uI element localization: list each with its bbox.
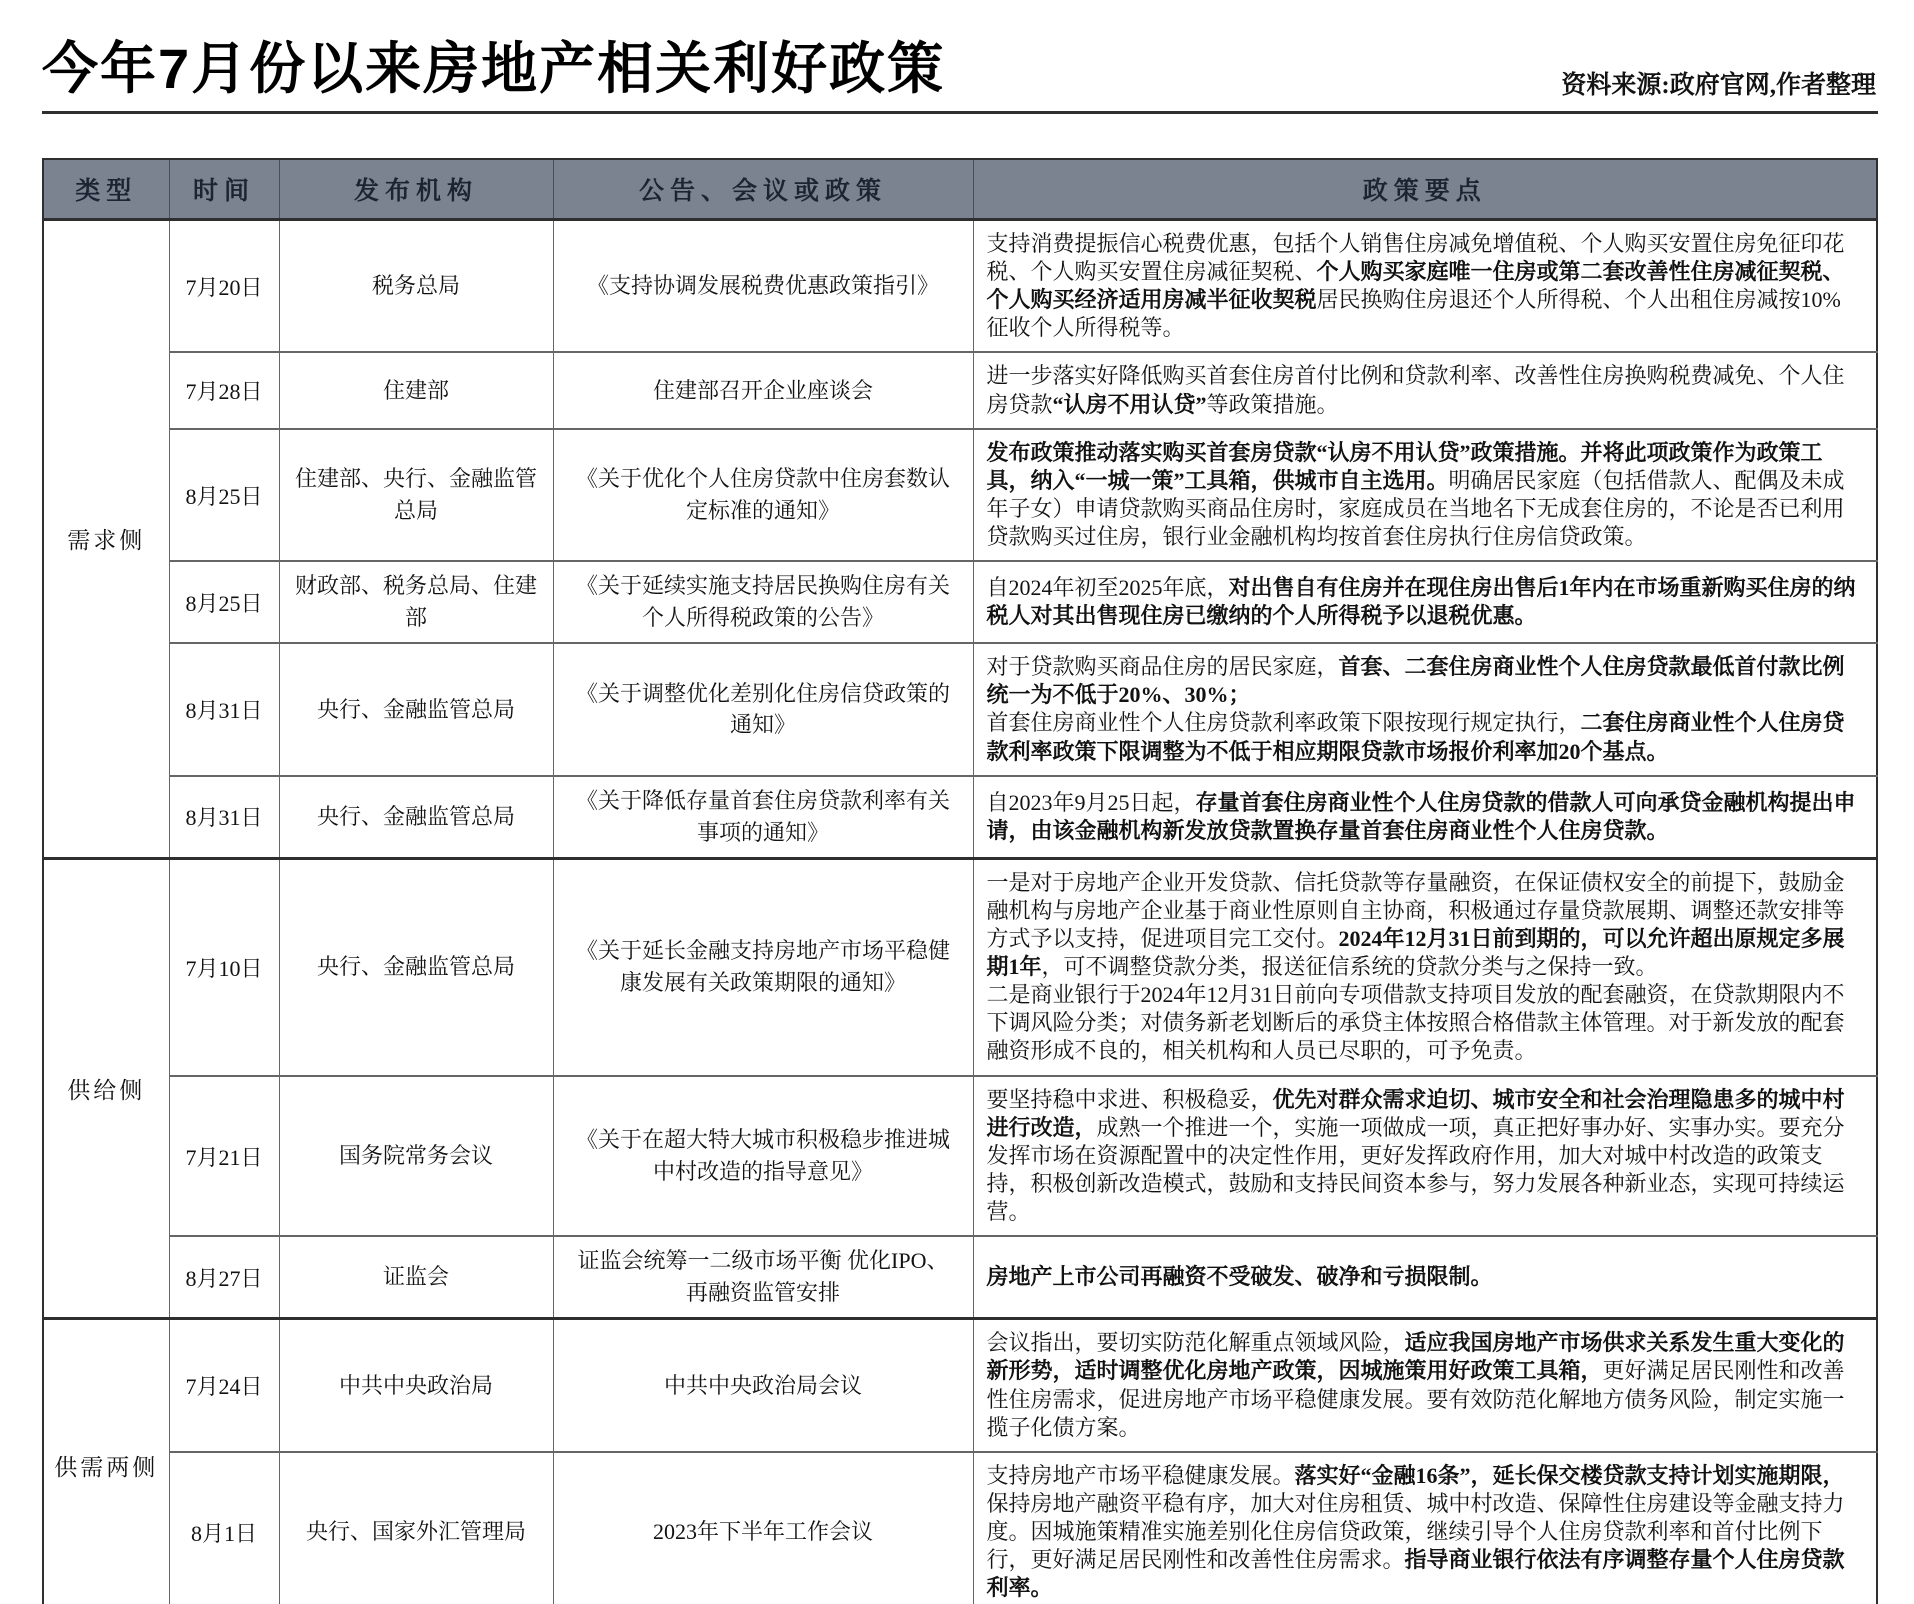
agency-cell: 财政部、税务总局、住建部 (279, 561, 553, 643)
policy-paragraph: 首套住房商业性个人住房贷款利率政策下限按现行规定执行，二套住房商业性个人住房贷款利率政策下限调整为不低于相应期限贷款市场报价利率加20个基点。 (986, 710, 1845, 764)
table-row (43, 219, 1877, 352)
policy-title-cell: 住建部召开企业座谈会 (553, 352, 973, 428)
table-row (43, 352, 1877, 428)
agency-cell: 国务院常务会议 (279, 1076, 553, 1237)
policy-title-cell: 《支持协调发展税费优惠政策指引》 (553, 219, 973, 352)
policy-paragraph: 发布政策推动落实购买首套房贷款“认房不用认贷”政策措施。并将此项政策作为政策工具，纳入“一城一策”工具箱，供城市自主选用。明确居民家庭（包括借款人、配偶及未成年子女）申请贷款购买商品住房时，家庭成员在当地名下无成套住房的，不论是否已利用贷款购买过住房，银行业金融机构均按首套住房执行住房信贷政策。 (986, 439, 1845, 550)
type-cell: 需求侧 (43, 219, 169, 858)
policy-title-cell: 2023年下半年工作会议 (553, 1452, 973, 1604)
policy-points-cell (973, 1452, 1877, 1604)
agency-cell: 中共中央政治局 (279, 1319, 553, 1452)
agency-cell: 证监会 (279, 1236, 553, 1318)
policy-points-cell (973, 1076, 1877, 1237)
date-cell: 7月28日 (169, 352, 279, 428)
policy-title-cell: 《关于降低存量首套住房贷款利率有关事项的通知》 (553, 776, 973, 858)
table-row (43, 1319, 1877, 1452)
policy-points-cell (973, 1319, 1877, 1452)
policy-title-cell: 中共中央政治局会议 (553, 1319, 973, 1452)
policy-title-cell: 《关于延续实施支持居民换购住房有关个人所得税政策的公告》 (553, 561, 973, 643)
agency-cell: 央行、金融监管总局 (279, 858, 553, 1076)
policy-title-cell: 《关于调整优化差别化住房信贷政策的通知》 (553, 643, 973, 776)
type-cell: 供需两侧 (43, 1319, 169, 1604)
policy-paragraph: 要坚持稳中求进、积极稳妥，优先对群众需求迫切、城市安全和社会治理隐患多的城中村进行改造，成熟一个推进一个，实施一项做成一项，真正把好事办好、实事办实。要充分发挥市场在资源配置中的决定性作用，更好发挥政府作用，加大对城中村改造的政策支持，积极创新改造模式，鼓励和支持民间资本参与，努力发展各种新业态，实现可持续运营。 (986, 1086, 1845, 1225)
policy-paragraph: 支持消费提振信心税费优惠，包括个人销售住房减免增值税、个人购买安置住房免征印花税、个人购买安置住房减征契税、个人购买家庭唯一住房或第二套改善性住房减征契税、个人购买经济适用房减半征收契税居民换购住房退还个人所得税、个人出租住房减按10%征收个人所得税等。 (986, 230, 1845, 341)
table-row (43, 858, 1877, 1076)
date-cell: 8月25日 (169, 429, 279, 562)
policy-points-cell (973, 219, 1877, 352)
date-cell: 7月24日 (169, 1319, 279, 1452)
policy-points-cell (973, 429, 1877, 562)
table-row (43, 776, 1877, 858)
policy-points-cell (973, 561, 1877, 643)
col-header-policy: 公告、会议或政策 (553, 159, 973, 220)
col-header-date: 时间 (169, 159, 279, 220)
date-cell: 8月31日 (169, 776, 279, 858)
policy-paragraph: 进一步落实好降低购买首套住房首付比例和贷款利率、改善性住房换购税费减免、个人住房贷款“认房不用认贷”等政策措施。 (986, 363, 1845, 417)
type-cell: 供给侧 (43, 858, 169, 1319)
page-title: 今年7月份以来房地产相关利好政策 (42, 37, 946, 100)
table-header-row (43, 159, 1877, 220)
table-row (43, 1452, 1877, 1604)
agency-cell: 住建部 (279, 352, 553, 428)
date-cell: 8月31日 (169, 643, 279, 776)
policy-title-cell: 《关于优化个人住房贷款中住房套数认定标准的通知》 (553, 429, 973, 562)
date-cell: 8月1日 (169, 1452, 279, 1604)
col-header-agency: 发布机构 (279, 159, 553, 220)
title-divider (42, 111, 1878, 114)
policy-table (42, 158, 1878, 1604)
col-header-type: 类型 (43, 159, 169, 220)
agency-cell: 央行、金融监管总局 (279, 643, 553, 776)
policy-paragraph: 房地产上市公司再融资不受破发、破净和亏损限制。 (986, 1264, 1493, 1290)
date-cell: 8月27日 (169, 1236, 279, 1318)
table-row (43, 643, 1877, 776)
table-row (43, 429, 1877, 562)
table-row (43, 561, 1877, 643)
policy-paragraph: 自2024年初至2025年底，对出售自有住房并在现住房出售后1年内在市场重新购买住房的纳税人对其出售现住房已缴纳的个人所得税予以退税优惠。 (986, 575, 1856, 629)
policy-paragraph: 一是对于房地产企业开发贷款、信托贷款等存量融资，在保证债权安全的前提下，鼓励金融机构与房地产企业基于商业性原则自主协商，积极通过存量贷款展期、调整还款安排等方式予以支持，促进项目完工交付。2024年12月31日前到期的，可以允许超出原规定多展期1年，可不调整贷款分类，报送征信系统的贷款分类与之保持一致。 (986, 869, 1845, 980)
header-area (42, 0, 1878, 99)
policy-points-cell (973, 858, 1877, 1076)
policy-paragraph: 会议指出，要切实防范化解重点领域风险，适应我国房地产市场供求关系发生重大变化的新形势，适时调整优化房地产政策，因城施策用好政策工具箱，更好满足居民刚性和改善性住房需求，促进房地产市场平稳健康发展。要有效防范化解地方债务风险，制定实施一揽子化债方案。 (986, 1330, 1845, 1440)
agency-cell: 住建部、央行、金融监管总局 (279, 429, 553, 562)
table-row (43, 1076, 1877, 1237)
table-row (43, 1236, 1877, 1318)
policy-points-cell (973, 1236, 1877, 1318)
policy-points-cell (973, 776, 1877, 858)
date-cell: 7月10日 (169, 858, 279, 1076)
date-cell: 7月20日 (169, 219, 279, 352)
policy-title-cell: 证监会统筹一二级市场平衡 优化IPO、再融资监管安排 (553, 1236, 973, 1318)
col-header-points: 政策要点 (973, 159, 1877, 220)
policy-paragraph: 自2023年9月25日起，存量首套住房商业性个人住房贷款的借款人可向承贷金融机构提出申请，由该金融机构新发放贷款置换存量首套住房商业性个人住房贷款。 (986, 789, 1856, 843)
agency-cell: 税务总局 (279, 219, 553, 352)
source-note: 资料来源:政府官网,作者整理 (1561, 71, 1876, 99)
policy-paragraph: 对于贷款购买商品住房的居民家庭，首套、二套住房商业性个人住房贷款最低首付款比例统一为不低于20%、30%； (986, 654, 1845, 708)
policy-title-cell: 《关于延长金融支持房地产市场平稳健康发展有关政策期限的通知》 (553, 858, 973, 1076)
policy-paragraph: 支持房地产市场平稳健康发展。落实好“金融16条”，延长保交楼贷款支持计划实施期限，保持房地产融资平稳有序，加大对住房租赁、城中村改造、保障性住房建设等金融支持力度。因城施策精准实施差别化住房信贷政策，继续引导个人住房贷款利率和首付比例下行，更好满足居民刚性和改善性住房需求。指导商业银行依法有序调整存量个人住房贷款利率。 (986, 1462, 1845, 1601)
agency-cell: 央行、金融监管总局 (279, 776, 553, 858)
policy-paragraph: 二是商业银行于2024年12月31日前向专项借款支持项目发放的配套融资，在贷款期限内不下调风险分类；对债务新老划断后的承贷主体按照合格借款主体管理。对于新发放的配套融资形成不良的，相关机构和人员已尽职的，可予免责。 (986, 982, 1845, 1064)
date-cell: 7月21日 (169, 1076, 279, 1237)
agency-cell: 央行、国家外汇管理局 (279, 1452, 553, 1604)
policy-points-cell (973, 352, 1877, 428)
policy-title-cell: 《关于在超大特大城市积极稳步推进城中村改造的指导意见》 (553, 1076, 973, 1237)
policy-points-cell (973, 643, 1877, 776)
date-cell: 8月25日 (169, 561, 279, 643)
